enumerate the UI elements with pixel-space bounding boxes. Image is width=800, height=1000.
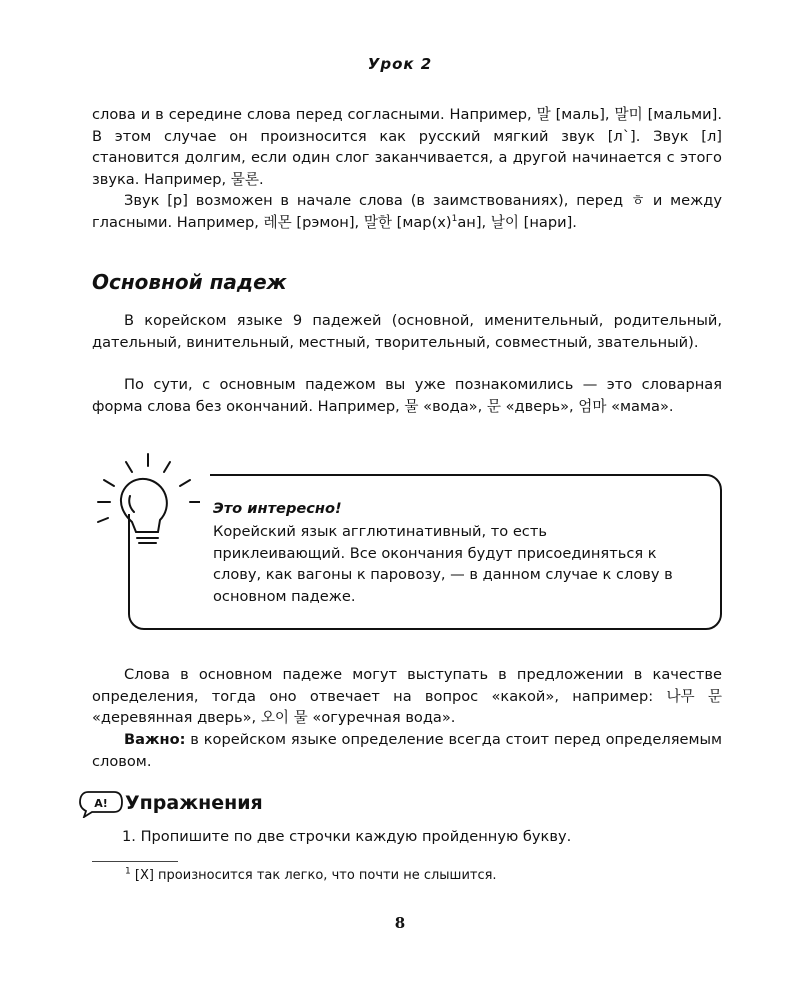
- paragraph-4: По сути, с основным падежом вы уже познакомились — это словарная форма слова без окончаний. Например, 물 «вода», 문 «дверь», 엄마 «мама».: [92, 376, 722, 415]
- paragraph-2: Звук [р] возможен в начале слова (в заимствованиях), перед ㅎ и между гласными. Например, 레몬 [рэмон], 말한 $[мар(х)^1ан]$, 날이 [нари].: [92, 192, 722, 231]
- footnote: $^1$ [Х] произносится так легко, что почти не слышится.: [125, 866, 497, 883]
- page-number: 8: [394, 914, 406, 932]
- exercises-title: Упражнения: [125, 792, 263, 814]
- page-header: Урок 2: [367, 55, 433, 73]
- speech-bubble-text: A!: [94, 797, 108, 810]
- section-title: Основной падеж: [92, 270, 287, 294]
- callout-text: Корейский язык агглютинативный, то есть приклеивающий. Все окончания будут присоединяться к слову, как вагоны к паровозу, — в данном случае к слову в основном падеже.: [213, 523, 673, 605]
- footnote-divider: [92, 861, 178, 862]
- paragraph-1: слова и в середине слова перед согласными. Например, 말 [маль], 말미 [мальми]. В этом случае он произносится как русский мягкий звук [л`]. Звук [л] становится долгим, если один слог заканчивается, а другой начинается с этого звука. Например, 물론.: [92, 106, 723, 188]
- exercise-item-1: 1. Пропишите по две строчки каждую пройденную букву.: [122, 828, 572, 845]
- paragraph-3: В корейском языке 9 падежей (основной, именительный, родительный, дательный, винительный, местный, творительный, совместный, звательный).: [92, 312, 722, 351]
- paragraph-5: Слова в основном падеже могут выступать в предложении в качестве определения, тогда оно отвечает на вопрос «какой», например: 나무 문 «деревянная дверь», 오이 물 «огуречная вода».: [92, 666, 722, 726]
- lightbulb-icon: [90, 450, 200, 560]
- speech-bubble-icon: [78, 788, 124, 818]
- callout-title: Это интересно!: [213, 500, 342, 517]
- paragraph-6: Важно: в корейском языке определение всегда стоит перед определяемым словом.: [92, 731, 722, 770]
